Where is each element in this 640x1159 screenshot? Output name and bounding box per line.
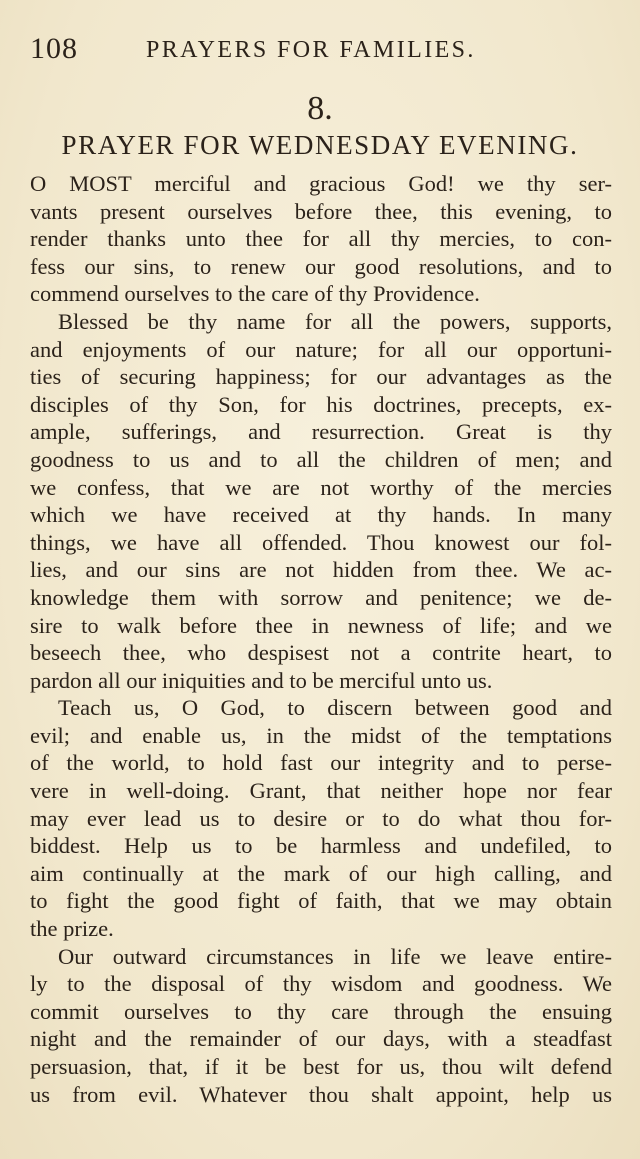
text-line: render thanks unto thee for all thy mercies, to con- [30, 226, 612, 252]
text-line: to fight the good fight of faith, that we may obtain [30, 888, 612, 914]
text-line: lies, and our sins are not hidden from thee. We ac- [30, 557, 612, 583]
text-line: ly to the disposal of thy wisdom and goodness. We [30, 971, 612, 997]
text-line: disciples of thy Son, for his doctrines, precepts, ex- [30, 391, 612, 417]
text-line: pardon all our iniquities and to be merciful unto us. [30, 667, 493, 693]
text-line: ample, sufferings, and resurrection. Great is thy [30, 419, 612, 445]
text-line: Blessed be thy name for all the powers, supports, [58, 308, 612, 334]
text-line: persuasion, that, if it be best for us, thou wilt defend [30, 1054, 612, 1079]
running-title: PRAYERS FOR FAMILIES. [146, 37, 476, 63]
text-line: knowledge them with sorrow and penitence; we de- [30, 584, 612, 610]
text-line: commit ourselves to thy care through the ensuing [30, 998, 612, 1024]
text-line: of the world, to hold fast our integrity and to perse- [30, 750, 612, 776]
text-line: Our outward circumstances in life we leave entire- [58, 943, 612, 969]
text-line: goodness to us and to all the children of men; and [30, 446, 612, 472]
text-line: O MOST merciful and gracious God! we thy ser- [30, 171, 612, 196]
text-line: may ever lead us to desire or to do what thou for- [30, 805, 612, 831]
text-line: evil; and enable us, in the midst of the temptations [30, 722, 612, 748]
text-line: ties of securing happiness; for our advantages as the [30, 364, 612, 390]
text-line: commend ourselves to the care of thy Providence. [30, 281, 480, 307]
text-line: aim continually at the mark of our high calling, and [30, 860, 612, 886]
prayer-title: PRAYER FOR WEDNESDAY EVENING. [61, 130, 579, 160]
text-line: and enjoyments of our nature; for all our opportuni- [30, 336, 612, 362]
text-line: things, we have all offended. Thou knowest our fol- [30, 529, 612, 555]
text-line: biddest. Help us to be harmless and undefiled, to [30, 833, 612, 859]
text-line: which we have received at thy hands. In many [30, 502, 612, 528]
text-line: beseech thee, who despisest not a contrite heart, to [30, 640, 612, 666]
text-line: night and the remainder of our days, with a steadfast [30, 1026, 612, 1052]
text-line: fess our sins, to renew our good resolutions, and to [30, 253, 612, 279]
text-line: sire to walk before thee in newness of life; and we [30, 612, 612, 638]
text-line: vants present ourselves before thee, this evening, to [30, 198, 612, 224]
text-line: the prize. [30, 916, 114, 942]
text-line: us from evil. Whatever thou shalt appoint, help us [30, 1081, 612, 1107]
prayer-body [30, 170, 612, 1108]
running-head [30, 32, 610, 72]
text-line: vere in well-doing. Grant, that neither hope nor fear [30, 778, 612, 804]
text-line: Teach us, O God, to discern between good and [58, 695, 612, 721]
text-line: we confess, that we are not worthy of the mercies [30, 474, 612, 500]
section-number: 8. [307, 90, 333, 127]
page-number: 108 [30, 32, 78, 65]
